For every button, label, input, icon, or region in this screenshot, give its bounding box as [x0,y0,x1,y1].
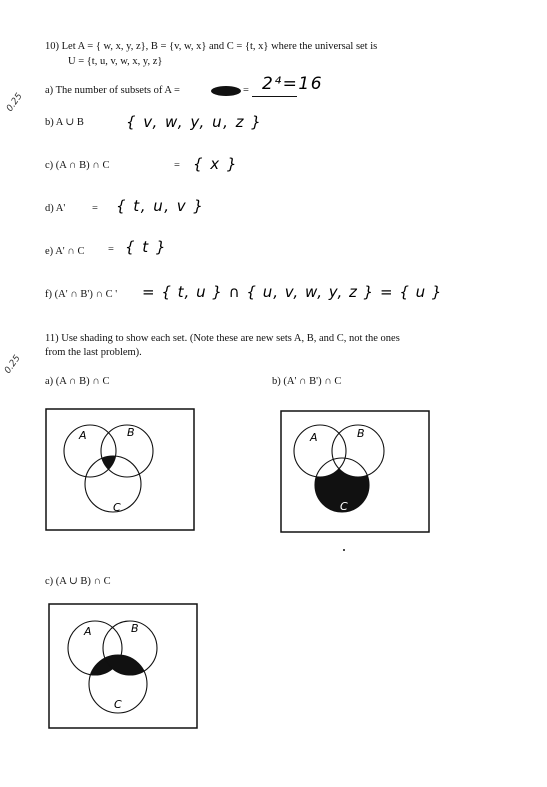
q10b-answer: { v, w, y, u, z } [126,113,263,131]
q10a-equals: = [243,85,249,96]
question-10-line1: 10) Let A = { w, x, y, z}, B = {v, w, x} and C = {t, x} where the universal set is [45,41,378,52]
set-b-label: B [127,426,135,439]
q10f-label: f) (A' ∩ B') ∩ C ' [45,289,118,300]
q10d-label: d) A' [45,203,66,214]
set-a-label: A [84,625,92,638]
margin-score: 0.25 [3,353,23,376]
q10e-label: e) A' ∩ C [45,246,85,257]
q10a-answer: 2⁴=16 [262,74,324,94]
set-c-label: C [114,698,122,711]
question-11-line2: from the last problem). [45,347,142,358]
question-10-universal-set: U = {t, u, v, w, x, y, z} [68,56,163,67]
question-11-line1: 11) Use shading to show each set. (Note these are new sets A, B, and C, not the ones [45,333,400,344]
q10b-label: b) A ∪ B [45,117,84,128]
set-a-label: A [310,431,318,444]
set-b-label: B [357,427,365,440]
stray-dot [343,549,345,551]
set-b-label: B [131,622,139,635]
q10f-answer: = { t, u } ∩ { u, v, w, y, z } = { u } [142,283,443,301]
venn-diagram-c [48,603,198,731]
q10d-equals: = [92,203,98,214]
q10c-equals: = [174,160,180,171]
q10c-answer: { x } [193,155,238,173]
set-a-label: A [79,429,87,442]
q10e-answer: { t } [125,238,168,256]
q10e-equals: = [108,244,114,255]
margin-score: 0.25 [5,91,25,114]
q11c-label: c) (A ∪ B) ∩ C [45,576,111,587]
q11b-label: b) (A' ∩ B') ∩ C [272,376,342,387]
ink-scribble [211,86,241,96]
q10d-answer: { t, u, v } [116,197,205,215]
set-c-label: C [340,500,348,513]
answer-underline [252,96,297,97]
venn-diagram-b [280,410,430,535]
q10a-label: a) The number of subsets of A = [45,85,180,96]
q10c-label: c) (A ∩ B) ∩ C [45,160,110,171]
q11a-label: a) (A ∩ B) ∩ C [45,376,110,387]
set-c-label: C [113,501,121,514]
venn-diagram-a [45,408,195,533]
